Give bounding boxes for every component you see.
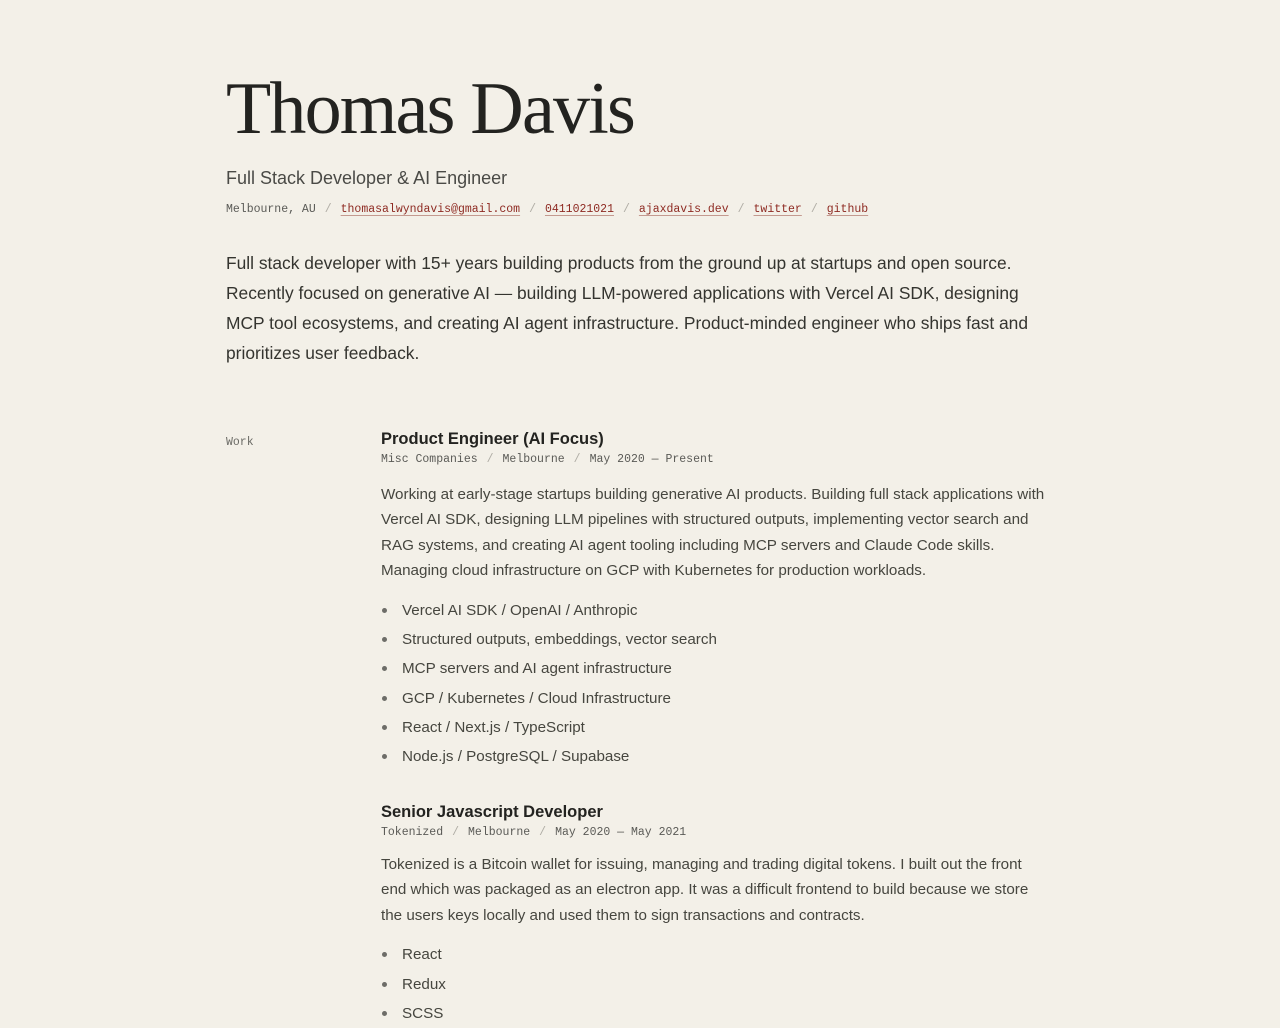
skill-list xyxy=(381,596,1051,772)
job-description: Tokenized is a Bitcoin wallet for issuing, managing and trading digital tokens. I built out the front end which was packaged as an electron app. It was a difficult frontend to build because we store the users keys locally and used them to sign transactions and contracts. xyxy=(381,856,1029,924)
skill-label: Redux xyxy=(402,975,446,993)
summary: Full stack developer with 15+ years building products from the ground up at startups and open source. Recently focused on generative AI — building LLM-powered applications with Vercel AI SDK, designing MCP tool ecosystems, and creating AI agent infrastructure. Product-minded engineer who ships fast and prioritizes user feedback. xyxy=(226,253,1029,363)
email-link[interactable]: thomasalwyndavis@gmail.com xyxy=(340,203,521,216)
job-location: Melbourne xyxy=(468,826,531,839)
skill-item xyxy=(381,684,1051,713)
location: Melbourne, AU xyxy=(226,203,316,216)
bullet-icon xyxy=(382,952,387,957)
skill-item xyxy=(381,970,1051,999)
skill-label: React / Next.js / TypeScript xyxy=(402,718,585,736)
contact-bar xyxy=(226,202,868,218)
twitter-link[interactable]: twitter xyxy=(753,203,802,216)
page-title: Thomas Davis xyxy=(226,68,634,150)
job-title: Senior Javascript Developer xyxy=(381,803,603,821)
job-dates: May 2020 — Present xyxy=(589,453,714,466)
separator: / xyxy=(810,203,818,216)
bullet-icon xyxy=(382,666,387,671)
separator: / xyxy=(573,453,581,466)
separator: / xyxy=(324,203,332,216)
job-company: Misc Companies xyxy=(381,453,478,466)
job-location: Melbourne xyxy=(502,453,565,466)
skill-item xyxy=(381,654,1051,683)
separator: / xyxy=(452,826,460,839)
separator: / xyxy=(737,203,745,216)
separator: / xyxy=(539,826,547,839)
skill-label: Structured outputs, embeddings, vector search xyxy=(402,630,717,648)
separator: / xyxy=(622,203,630,216)
work-entry xyxy=(381,428,1051,771)
separator: / xyxy=(529,203,536,216)
skill-item xyxy=(381,596,1051,625)
website-link[interactable]: ajaxdavis.dev xyxy=(638,203,729,216)
bullet-icon xyxy=(382,754,387,759)
skill-label: SCSS xyxy=(402,1004,444,1022)
skill-label: Vercel AI SDK / OpenAI / Anthropic xyxy=(402,601,638,619)
section-label-work: Work xyxy=(226,436,254,449)
github-link[interactable]: github xyxy=(826,203,869,216)
skill-label: GCP / Kubernetes / Cloud Infrastructure xyxy=(402,689,672,707)
work-entry xyxy=(381,801,1051,1028)
job-meta xyxy=(381,452,1051,468)
bullet-icon xyxy=(382,725,387,730)
skill-item xyxy=(381,625,1051,654)
job-title: Product Engineer (AI Focus) xyxy=(381,430,604,448)
bullet-icon xyxy=(382,637,387,642)
job-dates: May 2020 — May 2021 xyxy=(555,826,687,839)
job-company: Tokenized xyxy=(381,826,444,839)
skill-list xyxy=(381,940,1051,1028)
skill-item xyxy=(381,713,1051,742)
skill-label: Node.js / PostgreSQL / Supabase xyxy=(402,748,630,766)
separator: / xyxy=(486,453,494,466)
phone-link[interactable]: 0411021021 xyxy=(544,203,614,216)
job-meta xyxy=(381,825,1051,841)
bullet-icon xyxy=(382,1011,387,1016)
bullet-icon xyxy=(382,982,387,987)
bullet-icon xyxy=(382,608,387,613)
bullet-icon xyxy=(382,696,387,701)
job-description: Working at early-stage startups building generative AI products. Building full stack applications with Vercel AI SDK, designing LLM pipelines with structured outputs, implementing vector search and RAG systems, and creating AI agent tooling including MCP servers and Claude Code skills. Managing cloud infrastructure on GCP with Kubernetes for production workloads. xyxy=(381,486,1045,580)
skill-label: MCP servers and AI agent infrastructure xyxy=(402,660,672,678)
headline: Full Stack Developer & AI Engineer xyxy=(226,168,508,188)
skill-item xyxy=(381,742,1051,771)
skill-label: React xyxy=(402,946,442,964)
skill-item xyxy=(381,940,1051,969)
